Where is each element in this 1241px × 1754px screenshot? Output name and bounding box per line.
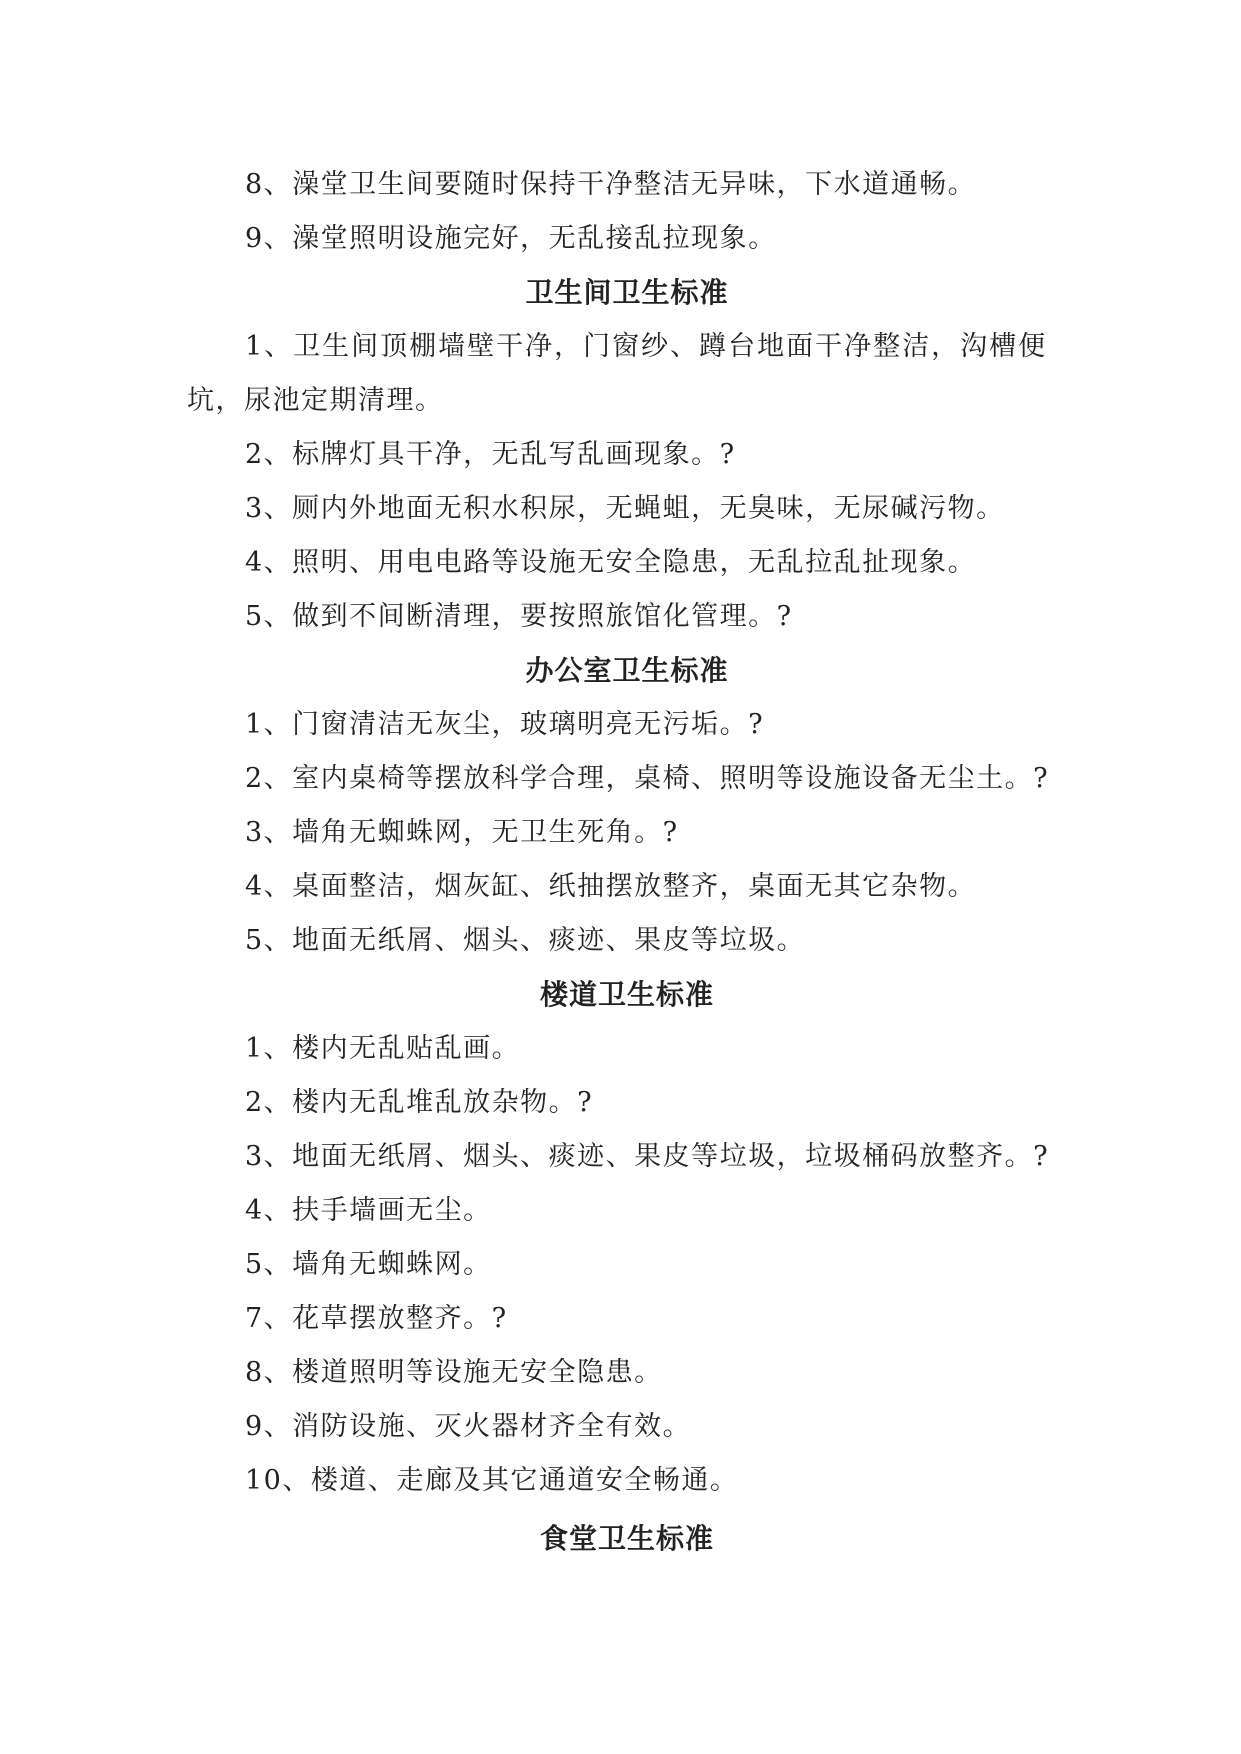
stairs-item-8: 8、楼道照明等设施无安全隐患。 <box>245 1357 663 1388</box>
office-item-2: 2、室内桌椅等摆放科学合理，桌椅、照明等设施设备无尘土。? <box>245 763 1050 794</box>
toilet-item-3: 3、厕内外地面无积水积尿，无蝇蛆，无臭味，无尿碱污物。 <box>245 493 1005 524</box>
toilet-item-1: 1、卫生间顶棚墙壁干净，门窗纱、蹲台地面干净整洁，沟槽便 <box>245 331 1048 362</box>
bath-item-8: 8、澡堂卫生间要随时保持干净整洁无异味，下水道通畅。 <box>245 169 977 200</box>
stairs-item-3: 3、地面无纸屑、烟头、痰迹、果皮等垃圾，垃圾桶码放整齐。? <box>245 1141 1050 1172</box>
stairs-item-5: 5、墙角无蜘蛛网。 <box>245 1249 492 1280</box>
stairs-item-1: 1、楼内无乱贴乱画。 <box>245 1033 521 1064</box>
document-body <box>187 158 1067 1566</box>
toilet-item-2: 2、标牌灯具干净，无乱写乱画现象。? <box>245 439 736 470</box>
stairs-item-7: 7、花草摆放整齐。? <box>245 1303 508 1334</box>
office-item-5: 5、地面无纸屑、烟头、痰迹、果皮等垃圾。 <box>245 925 806 956</box>
toilet-item-1-continued: 坑，尿池定期清理。 <box>187 385 444 416</box>
toilet-item-5: 5、做到不间断清理，要按照旅馆化管理。? <box>245 601 793 632</box>
section-heading-office: 办公室卫生标准 <box>525 654 729 687</box>
stairs-item-2: 2、楼内无乱堆乱放杂物。? <box>245 1087 594 1118</box>
office-item-4: 4、桌面整洁，烟灰缸、纸抽摆放整齐，桌面无其它杂物。 <box>245 871 977 902</box>
stairs-item-10: 10、楼道、走廊及其它通道安全畅通。 <box>245 1465 739 1496</box>
section-heading-canteen: 食堂卫生标准 <box>539 1522 714 1555</box>
office-item-1: 1、门窗清洁无灰尘，玻璃明亮无污垢。? <box>245 709 765 740</box>
stairs-item-4: 4、扶手墙画无尘。 <box>245 1195 492 1226</box>
office-item-3: 3、墙角无蜘蛛网，无卫生死角。? <box>245 817 679 848</box>
stairs-item-9: 9、消防设施、灭火器材齐全有效。 <box>245 1411 692 1442</box>
toilet-item-4: 4、照明、用电电路等设施无安全隐患，无乱拉乱扯现象。 <box>245 547 977 578</box>
bath-item-9: 9、澡堂照明设施完好，无乱接乱拉现象。 <box>245 223 777 254</box>
section-heading-stairs: 楼道卫生标准 <box>539 978 714 1011</box>
section-heading-toilet: 卫生间卫生标准 <box>525 276 729 309</box>
